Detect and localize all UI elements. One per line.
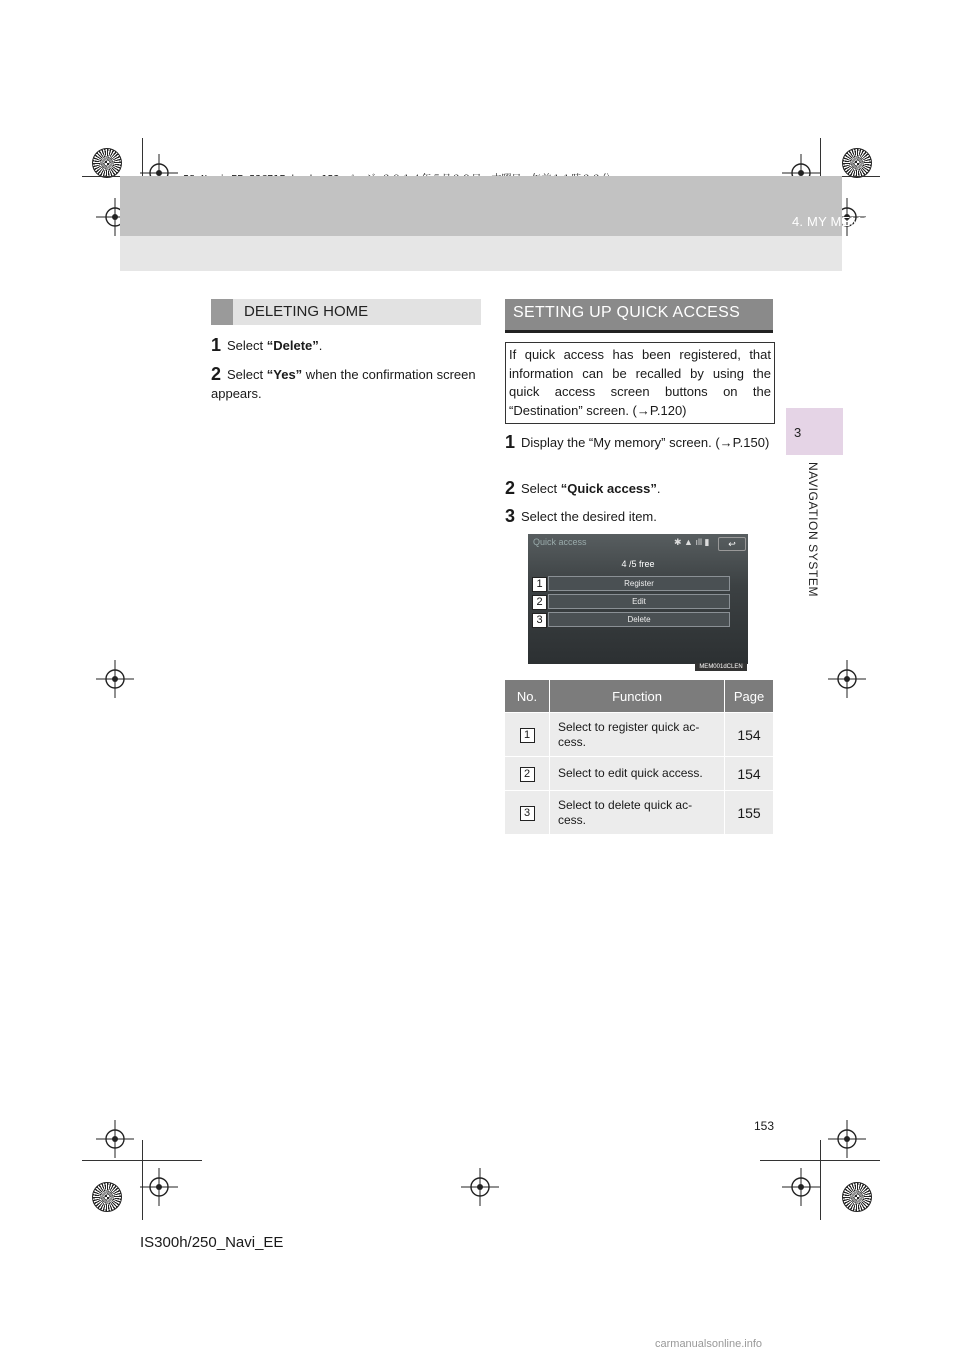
section-title: 4. MY MEMORY <box>792 214 890 229</box>
step-2: 2 Select “Quick access”. <box>505 478 661 498</box>
section-heading-quick-access: SETTING UP QUICK ACCESS <box>505 299 773 333</box>
free-count: 4 /5 free <box>621 559 655 569</box>
row-page: 154 <box>725 757 774 791</box>
header-band <box>120 176 842 271</box>
function-table <box>504 679 774 835</box>
step-3: 3 Select the desired item. <box>505 506 657 526</box>
register-button[interactable]: Register <box>548 576 730 591</box>
crosshair-icon <box>828 660 866 698</box>
back-icon[interactable]: ↩ <box>718 537 746 551</box>
step-1: 1 Select “Delete”. <box>211 335 323 355</box>
crosshair-icon <box>782 1168 820 1206</box>
column-header-no: No. <box>505 680 550 713</box>
footer-model: IS300h/250_Navi_EE <box>140 1234 284 1251</box>
chapter-number: 3 <box>794 425 802 440</box>
screen-title: Quick access <box>533 537 587 547</box>
column-header-page: Page <box>725 680 774 713</box>
callout-1: 1 <box>532 577 547 592</box>
section-heading-deleting-home: DELETING HOME <box>211 299 481 325</box>
crop-line <box>820 1140 821 1220</box>
crosshair-icon <box>96 660 134 698</box>
page-number: 153 <box>754 1119 775 1133</box>
registration-dial-icon <box>92 148 122 178</box>
row-function: Select to edit quick access. <box>550 757 725 791</box>
column-header-function: Function <box>550 680 725 713</box>
watermark: carmanualsonline.info <box>655 1338 763 1350</box>
registration-dial-icon <box>842 1182 872 1212</box>
row-page: 155 <box>725 791 774 835</box>
table-row <box>505 713 774 757</box>
step-1: 1 Display the “My memory” screen. (→P.150) <box>505 432 770 452</box>
table-row <box>505 791 774 835</box>
row-function: Select to delete quick ac-cess. <box>550 791 725 835</box>
row-page: 154 <box>725 713 774 757</box>
step-2: 2 Select “Yes” when the confirmation screen appears. <box>211 364 476 401</box>
crosshair-icon <box>96 1120 134 1158</box>
callout-2: 2 <box>532 595 547 610</box>
row-number: 3 <box>520 806 535 821</box>
table-row <box>505 757 774 791</box>
status-icons: ✱ ▲ ıll ▮ <box>674 537 710 547</box>
edit-button[interactable]: Edit <box>548 594 730 609</box>
quick-access-screenshot <box>528 534 748 664</box>
crosshair-icon <box>828 1120 866 1158</box>
row-function: Select to register quick ac-cess. <box>550 713 725 757</box>
row-number: 1 <box>520 728 535 743</box>
registration-dial-icon <box>92 1182 122 1212</box>
row-number: 2 <box>520 767 535 782</box>
delete-button[interactable]: Delete <box>548 612 730 627</box>
callout-3: 3 <box>532 613 547 628</box>
registration-dial-icon <box>842 148 872 178</box>
image-code: MEM001dCLEN <box>695 663 747 671</box>
info-box: If quick access has been registered, that information can be recalled by using the quick access screen buttons on the “Destination” screen. (→P.120) <box>505 342 775 424</box>
crosshair-icon <box>140 1168 178 1206</box>
chapter-label: NAVIGATION SYSTEM <box>806 462 820 598</box>
crosshair-icon <box>461 1168 499 1206</box>
